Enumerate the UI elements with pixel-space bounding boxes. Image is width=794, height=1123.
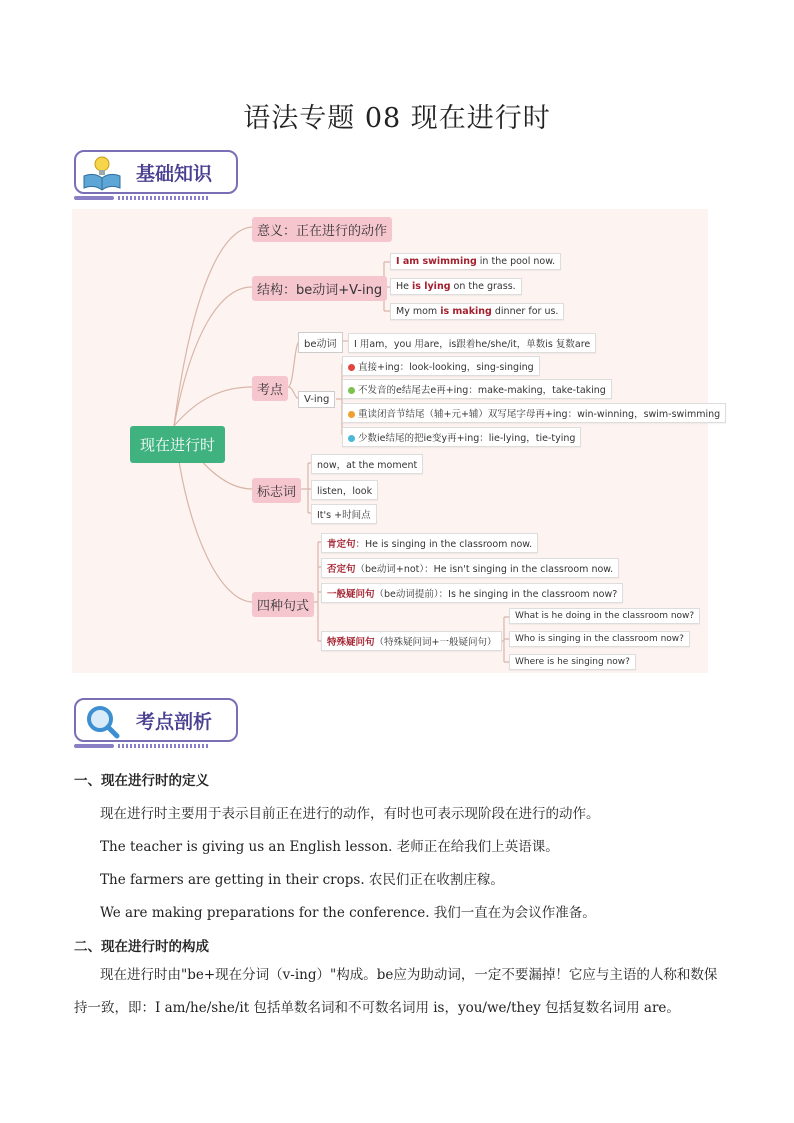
banner-underline-solid: [74, 744, 114, 748]
number-badge-2: [348, 387, 355, 394]
magnifier-icon: [80, 702, 124, 740]
example-sentence: The farmers are getting in their crops. 农民们正在收割庄稼。: [100, 872, 504, 888]
structure-example-1: [390, 253, 561, 270]
sentence-type-label: 否定句: [327, 564, 356, 575]
text: on the grass.: [450, 281, 516, 292]
banner-underline-dotted: [118, 196, 210, 200]
ving-rule-4: [342, 427, 581, 447]
sentence-type-label: 肯定句: [327, 539, 356, 550]
signal-word-3: It's +时间点: [311, 504, 377, 524]
node-meaning: 意义：正在进行的动作: [252, 217, 392, 242]
wh-question-3: Where is he singing now?: [509, 654, 636, 670]
banner-underline-dotted: [118, 744, 210, 748]
sentence-negative: [321, 558, 619, 578]
sentence-text: （特殊疑问词+一般疑问句）: [374, 637, 497, 648]
rule-text: 少数ie结尾的把ie变y再+ing：lie-lying，tie-tying: [358, 433, 576, 444]
mindmap-root: 现在进行时: [130, 426, 225, 463]
node-structure: 结构：be动词+V-ing: [252, 276, 387, 301]
wh-question-1: What is he doing in the classroom now?: [509, 608, 700, 624]
wh-question-2: Who is singing in the classroom now?: [509, 631, 690, 647]
node-be-verb: be动词: [298, 332, 343, 353]
node-key-points: 考点: [252, 376, 288, 401]
ving-rule-1: [342, 356, 540, 376]
sentence-text: （be动词提前）：Is he singing in the classroom now?: [374, 589, 618, 600]
section-heading-structure: 二、现在进行时的构成: [74, 939, 209, 955]
banner-label: 考点剖析: [136, 711, 213, 733]
sentence-text: ：He is singing in the classroom now.: [355, 539, 533, 550]
node-sentence-types: 四种句式: [252, 592, 314, 617]
rule-text: 直接+ing：look-looking，sing-singing: [358, 362, 534, 373]
number-badge-4: [348, 435, 355, 442]
sentence-affirmative: [321, 533, 538, 553]
mindmap: [72, 209, 721, 673]
paragraph: 现在进行时由"be+现在分词（v-ing）"构成。be应为助动词，一定不要漏掉！它应与主语的人称和数保持一致，即：I am/he/she/it 包括单数名词和不可数名词用 is，you/we/they 包括复数名词用 are。: [74, 967, 718, 1016]
paragraph: 现在进行时主要用于表示目前正在进行的动作，有时也可表示现阶段在进行的动作。: [100, 806, 600, 822]
book-lightbulb-icon: [80, 154, 124, 192]
section-banner-basics: [74, 150, 240, 200]
signal-word-1: now，at the moment: [311, 454, 423, 474]
banner-label: 基础知识: [136, 163, 213, 185]
text: in the pool now.: [476, 256, 556, 267]
banner-underline-solid: [74, 196, 114, 200]
number-badge-1: [348, 364, 355, 371]
highlight-text: is lying: [412, 281, 451, 292]
page-title: 语法专题 08 现在进行时: [243, 103, 551, 134]
ving-rule-2: [342, 379, 612, 399]
example-sentence: The teacher is giving us an English lesson. 老师正在给我们上英语课。: [100, 839, 559, 855]
rule-text: 重读闭音节结尾（辅+元+辅）双写尾字母再+ing：win-winning，swim-swimming: [358, 409, 721, 420]
highlight-text: I am swimming: [396, 256, 477, 267]
example-sentence: We are making preparations for the conference. 我们一直在为会议作准备。: [100, 905, 596, 921]
structure-example-3: [390, 303, 564, 320]
signal-word-2: listen，look: [311, 480, 378, 500]
sentence-text: （be动词+not）：He isn't singing in the classroom now.: [355, 564, 614, 575]
rule-text: 不发音的e结尾去e再+ing：make-making，take-taking: [358, 385, 606, 396]
text: My mom: [396, 306, 441, 317]
section-banner-analysis: [74, 698, 240, 748]
number-badge-3: [348, 411, 355, 418]
sentence-wh-question: [321, 631, 502, 651]
sentence-type-label: 特殊疑问句: [327, 637, 375, 648]
be-verb-note: I 用am，you 用are，is跟着he/she/it，单数is 复数are: [348, 333, 596, 353]
sentence-type-label: 一般疑问句: [327, 589, 375, 600]
ving-rule-3: [342, 403, 726, 423]
node-signal-words: 标志词: [252, 478, 301, 503]
structure-example-2: [390, 278, 522, 295]
highlight-text: is making: [440, 306, 492, 317]
text: dinner for us.: [491, 306, 559, 317]
section-heading-definition: 一、现在进行时的定义: [74, 773, 209, 789]
sentence-yes-no-question: [321, 583, 623, 603]
text: He: [396, 281, 413, 292]
node-ving: V-ing: [298, 391, 335, 408]
